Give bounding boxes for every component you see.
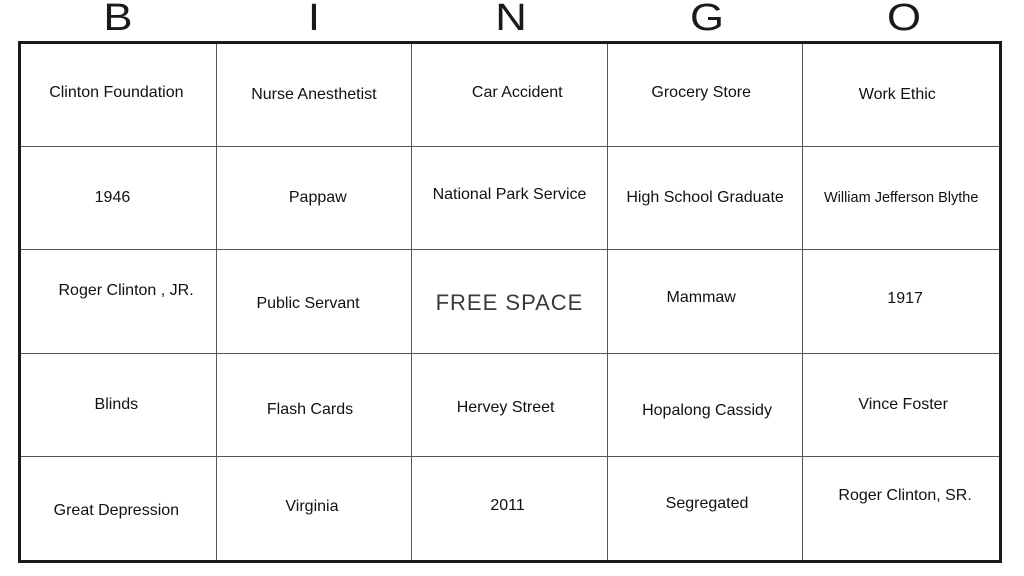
- cell-label: Vince Foster: [858, 395, 948, 413]
- bingo-cell: [21, 457, 217, 560]
- bingo-cell: [21, 44, 217, 147]
- cell-label: William Jefferson Blythe: [823, 190, 979, 207]
- bingo-cell: [608, 354, 804, 457]
- cell-label: Grocery Store: [651, 84, 751, 102]
- bingo-cell: [412, 457, 608, 560]
- cell-label: Virginia: [285, 498, 339, 516]
- cell-label: Clinton Foundation: [49, 84, 184, 102]
- cell-label: High School Graduate: [626, 189, 784, 207]
- bingo-cell: [608, 457, 804, 560]
- cell-label: Hopalong Cassidy: [642, 401, 772, 419]
- bingo-cell: [608, 147, 804, 250]
- free-space-label: FREE SPACE: [435, 289, 584, 315]
- free-space-cell: [412, 250, 608, 353]
- cell-label: Pappaw: [288, 189, 347, 207]
- cell-label: Hervey Street: [456, 398, 555, 416]
- cell-label: Public Servant: [256, 294, 360, 312]
- bingo-cell: [412, 147, 608, 250]
- bingo-cell: [21, 147, 217, 250]
- cell-label: National Park Service: [432, 186, 587, 204]
- header-letter-o: O: [887, 0, 921, 39]
- bingo-cell: [217, 457, 413, 560]
- cell-label: Roger Clinton, SR.: [838, 487, 972, 504]
- bingo-cell: [608, 250, 804, 353]
- cell-label: Great Depression: [53, 502, 180, 520]
- bingo-cell: [412, 44, 608, 147]
- bingo-cell: [217, 354, 413, 457]
- bingo-cell: [803, 457, 999, 560]
- bingo-cell: [217, 44, 413, 147]
- bingo-header: [0, 0, 1024, 40]
- cell-label: Mammaw: [666, 289, 736, 307]
- bingo-cell: [412, 354, 608, 457]
- cell-label: Nurse Anesthetist: [251, 86, 377, 104]
- cell-label: Roger Clinton , JR.: [58, 282, 194, 300]
- bingo-cell: [21, 354, 217, 457]
- bingo-cell: [217, 147, 413, 250]
- bingo-cell: [217, 250, 413, 353]
- bingo-cell: [803, 354, 999, 457]
- cell-label: 1917: [887, 290, 923, 308]
- cell-label: 1946: [94, 189, 131, 207]
- bingo-board: [18, 41, 1002, 563]
- bingo-cell: [21, 250, 217, 353]
- bingo-cell: [608, 44, 804, 147]
- bingo-cell: [803, 147, 999, 250]
- cell-label: Blinds: [94, 395, 139, 413]
- bingo-cell: [803, 44, 999, 147]
- cell-label: Segregated: [665, 495, 749, 513]
- cell-label: Car Accident: [471, 84, 563, 102]
- cell-label: Flash Cards: [266, 400, 354, 418]
- header-letter-i: I: [307, 0, 321, 39]
- header-letter-g: G: [690, 0, 724, 39]
- cell-label: Work Ethic: [858, 86, 936, 104]
- header-letter-n: N: [495, 0, 527, 39]
- cell-label: 2011: [490, 497, 525, 515]
- bingo-cell: [803, 250, 999, 353]
- header-letter-b: B: [103, 0, 133, 39]
